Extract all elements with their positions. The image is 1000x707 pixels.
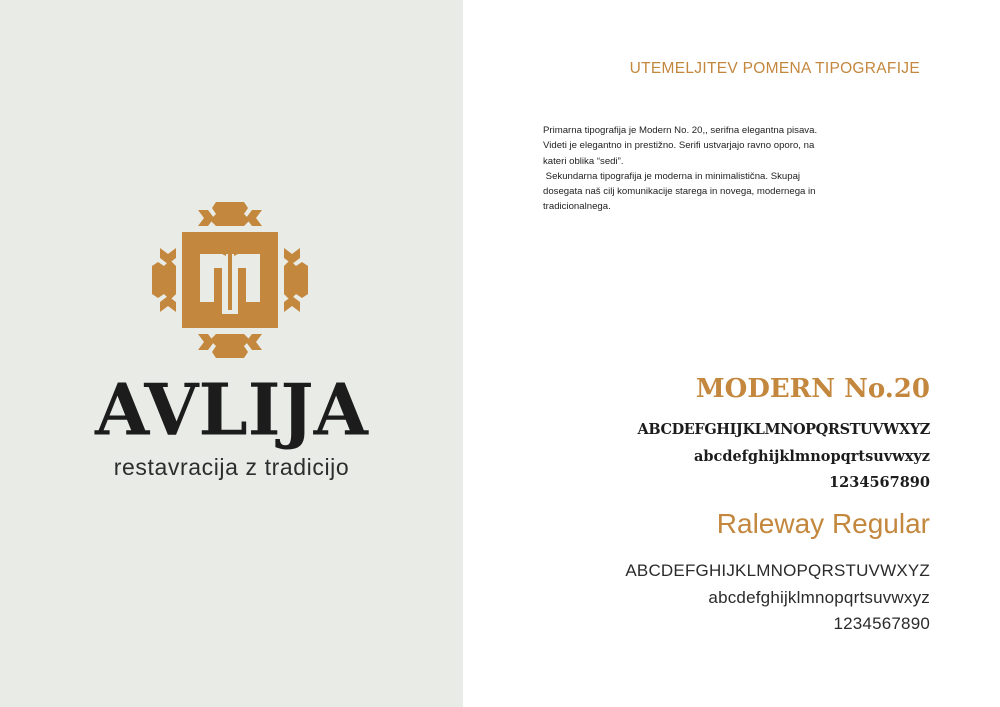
secondary-font-lowercase: abcdefghijklmnopqrtsuvwxyz <box>708 588 930 607</box>
ornamental-folk-motif-icon <box>148 198 312 362</box>
secondary-font-name: Raleway Regular <box>716 508 930 539</box>
description-line: Videti je elegantno in prestižno. Serifi ustvarjajo ravno oporo, na <box>543 140 815 152</box>
description-line: Primarna tipografija je Modern No. 20,, serifna elegantna pisava. <box>543 125 818 136</box>
primary-font-lowercase: abcdefghijklmnopqrtsuvwxyz <box>693 448 930 465</box>
brand-name: AVLIJA <box>95 367 368 452</box>
description-line: dosegata naš cilj komunikacije starega in novega, modernega in <box>543 186 816 198</box>
primary-font-digits: 1234567890 <box>829 474 930 491</box>
description-line: tradicionalnega. <box>543 201 611 213</box>
secondary-font-uppercase: ABCDEFGHIJKLMNOPQRSTUVWXYZ <box>625 561 930 580</box>
section-title: UTEMELJITEV POMENA TIPOGRAFIJE <box>629 60 920 77</box>
description-line: kateri oblika “sedi”. <box>543 155 624 167</box>
typography-description <box>543 123 873 215</box>
secondary-font-digits: 1234567890 <box>833 614 930 633</box>
primary-font-uppercase: ABCDEFGHIJKLMNOPQRSTUVWXYZ <box>637 421 930 438</box>
brand-panel <box>0 0 463 707</box>
description-line: Sekundarna tipografija je moderna in minimalistična. Skupaj <box>543 170 801 182</box>
brand-tagline: restavracija z tradicijo <box>113 454 350 480</box>
primary-font-name: MODERN No.20 <box>695 374 930 404</box>
